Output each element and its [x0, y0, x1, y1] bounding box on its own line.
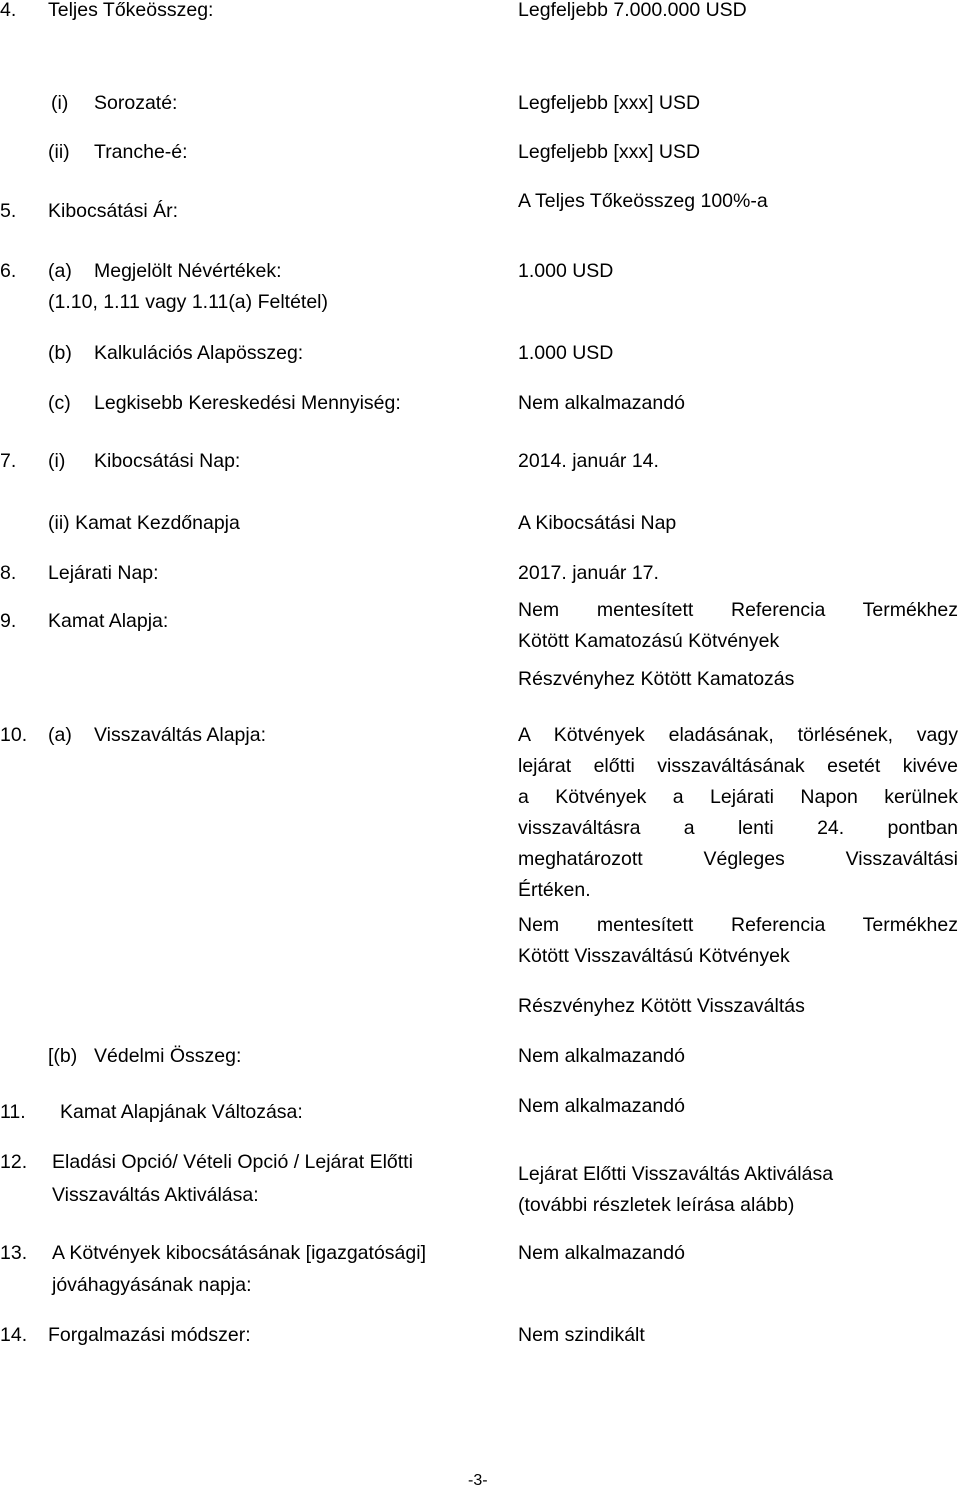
item-value: Legfeljebb [xxx] USD [518, 141, 701, 163]
item-value: A Teljes Tőkeösszeg 100%-a [518, 190, 768, 212]
item-number: 10. [0, 724, 28, 746]
item-value: 2014. január 14. [518, 450, 659, 472]
item-label-continued: (1.10, 1.11 vagy 1.11(a) Feltétel) [48, 291, 329, 313]
item-label: Kibocsátási Ár: [48, 200, 179, 222]
value-line: Kötött Visszaváltású Kötvények [518, 945, 790, 967]
item-number: 5. [0, 200, 17, 222]
sub-number: (a) [48, 260, 72, 282]
item-label: Legkisebb Kereskedési Mennyiség: [94, 392, 401, 414]
sub-number: (i) [51, 92, 69, 114]
item-label: A Kötvények kibocsátásának [igazgatósági] [52, 1242, 426, 1264]
item-label: Kamat Alapjának Változása: [60, 1101, 303, 1123]
sub-number: (i) [48, 450, 66, 472]
item-value: 2017. január 17. [518, 562, 659, 584]
item-value: Részvényhez Kötött Kamatozás [518, 668, 795, 690]
item-label: (ii) Kamat Kezdőnapja [48, 512, 240, 534]
value-line: visszaváltásra a lenti 24. pontban [518, 817, 958, 839]
item-value: Legfeljebb 7.000.000 USD [518, 0, 747, 21]
item-label: Tranche-é: [94, 141, 188, 163]
item-number: 14. [0, 1324, 28, 1346]
page-number: -3- [468, 1472, 488, 1489]
item-label: Visszaváltás Alapja: [94, 724, 266, 746]
item-label: Teljes Tőkeösszeg: [48, 0, 214, 21]
sub-number: (c) [48, 392, 71, 414]
item-value: Nem alkalmazandó [518, 1242, 685, 1264]
item-number: 11. [0, 1101, 26, 1123]
item-value: Nem alkalmazandó [518, 1045, 685, 1067]
sub-number: [(b) [48, 1045, 78, 1067]
item-value: A Kibocsátási Nap [518, 512, 677, 534]
item-number: 6. [0, 260, 17, 282]
item-label-continued: jóváhagyásának napja: [52, 1274, 252, 1296]
value-line: lejárat előtti visszaváltásának esetét kivéve [518, 755, 958, 777]
value-line: Nem mentesített Referencia Termékhez [518, 599, 958, 621]
item-value: Nem alkalmazandó [518, 1095, 685, 1117]
item-value: Nem alkalmazandó [518, 392, 685, 414]
item-value: Nem szindikált [518, 1324, 645, 1346]
item-label: Megjelölt Névértékek: [94, 260, 282, 282]
item-label: Védelmi Összeg: [94, 1045, 242, 1067]
item-number: 13. [0, 1242, 28, 1264]
item-value: 1.000 USD [518, 342, 614, 364]
item-label: Forgalmazási módszer: [48, 1324, 251, 1346]
item-label: Eladási Opció/ Vételi Opció / Lejárat Előtti [52, 1151, 413, 1173]
sub-number: (ii) [48, 141, 70, 163]
value-line: meghatározott Végleges Visszaváltási [518, 848, 958, 870]
item-number: 8. [0, 562, 17, 584]
item-label-continued: Visszaváltás Aktiválása: [52, 1184, 259, 1206]
item-value-paragraph [518, 910, 958, 972]
item-label: Lejárati Nap: [48, 562, 159, 584]
value-line: Értéken. [518, 879, 591, 901]
value-line: A Kötvények eladásának, törlésének, vagy [518, 724, 958, 746]
item-label: Kamat Alapja: [48, 610, 169, 632]
item-value-continued: (további részletek leírása alább) [518, 1194, 795, 1216]
item-value-paragraph [518, 595, 958, 657]
item-value: Lejárat Előtti Visszaváltás Aktiválása [518, 1163, 834, 1185]
sub-number: (a) [48, 724, 72, 746]
value-line: Kötött Kamatozású Kötvények [518, 630, 780, 652]
item-label: Kibocsátási Nap: [94, 450, 241, 472]
value-line: Nem mentesített Referencia Termékhez [518, 914, 958, 936]
item-value: Részvényhez Kötött Visszaváltás [518, 995, 805, 1017]
item-value-paragraph [518, 720, 958, 906]
item-label: Sorozaté: [94, 92, 178, 114]
item-value: Legfeljebb [xxx] USD [518, 92, 701, 114]
item-label: Kalkulációs Alapösszeg: [94, 342, 304, 364]
item-number: 4. [0, 0, 17, 21]
value-line: a Kötvények a Lejárati Napon kerülnek [518, 786, 958, 808]
item-number: 12. [0, 1151, 28, 1173]
item-number: 7. [0, 450, 17, 472]
item-number: 9. [0, 610, 17, 632]
item-value: 1.000 USD [518, 260, 614, 282]
sub-number: (b) [48, 342, 72, 364]
